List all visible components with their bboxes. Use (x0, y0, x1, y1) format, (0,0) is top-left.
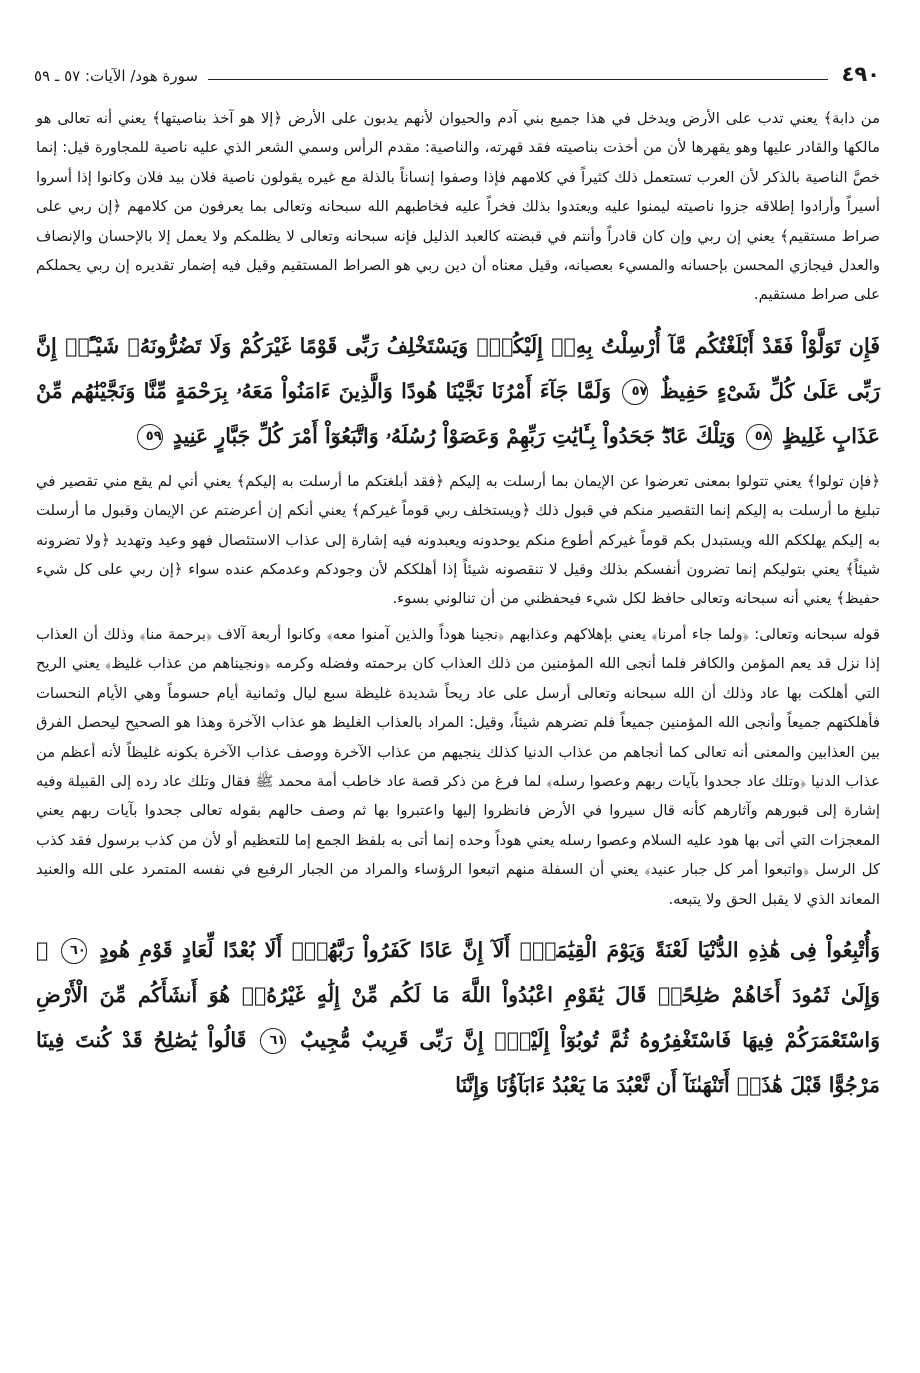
verse-57-text: فَإِن تَوَلَّوْاْ فَقَدْ أَبْلَغْتُكُم مَّآ أُرْسِلْتُ بِهِۦٓ إِلَيْكُمْۚ وَيَسْتَخْلِفُ رَبِّى قَوْمًا غَيْرَكُمْ وَلَا تَضُرُّونَهُۥ شَيْـًٔاۚ إِنَّ رَبِّى عَلَىٰ كُلِّ شَىْءٍ حَفِيظٌ (36, 333, 880, 403)
verse-number-60: ٦٠ (61, 938, 87, 964)
verse-number-57: ٥٧ (622, 379, 648, 405)
verse-number-59: ٥٩ (137, 424, 163, 450)
commentary-paragraph-2: ﴿فإن تولوا﴾ يعني تتولوا بمعنى تعرضوا عن الإيمان بما أرسلت به إليكم ﴿فقد أبلغتكم ما أرسلت به إليكم﴾ يعني أني لم يقع مني تقصير في تبليغ ما أرسلت به إليكم إنما التقصير منكم في قبول ذلك ﴿ويستخلف ربي قوماً غيركم﴾ يعني أنكم إن أعرضتم عن الإيمان وقبول ما أرسلت به إليكم يهلككم الله ويستبدل بكم قوماً غيركم أطوع منكم يوحدونه ويعبدونه فيه إشارة إلى عذاب الاستئصال فهو وعيد وتهديد ﴿ولا تضرونه شيئاً﴾ يعني بتوليكم إنما تضرون أنفسكم بذلك وقيل لا تنقصونه شيئاً إذا أهلككم لأن وجودكم وعدمكم عنده سواء ﴿إن ربي على كل شيء حفيظ﴾ يعني أنه سبحانه وتعالى حافظ لكل شيء فيحفظني من أن تنالوني بسوء. (36, 472, 880, 608)
page-number: ٤٩٠ (841, 62, 880, 86)
quran-verses-60-62 (36, 928, 880, 1108)
verse-61-text: ۞ وَإِلَىٰ ثَمُودَ أَخَاهُمْ صَٰلِحًاۚ قَالَ يَٰقَوْمِ اعْبُدُواْ اللَّهَ مَا لَكُم مِّنْ إِلَٰهٍ غَيْرُهُۥۖ هُوَ أَنشَأَكُم مِّنَ الْأَرْضِ وَاسْتَعْمَرَكُمْ فِيهَا فَاسْتَغْفِرُوهُ ثُمَّ تُوبُوٓاْ إِلَيْهِۚ إِنَّ رَبِّى قَرِيبٌ مُّجِيبٌ (36, 937, 880, 1052)
verse-62-text: قَالُواْ يَٰصَٰلِحُ قَدْ كُنتَ فِينَا مَرْجُوًّا قَبْلَ هَٰذَآۖ أَتَنْهَىٰنَآ أَن نَّعْبُدَ مَا يَعْبُدُ ءَابَآؤُنَا وَإِنَّنَا (36, 1027, 880, 1097)
page-body (36, 104, 880, 1108)
verse-59-text: وَتِلْكَ عَادٌۖ جَحَدُواْ بِـَٔايَٰتِ رَبِّهِمْ وَعَصَوْاْ رُسُلَهُۥ وَاتَّبَعُوٓاْ أَمْرَ كُلِّ جَبَّارٍ عَنِيدٍ (172, 423, 736, 448)
page-header (34, 58, 880, 86)
running-title: سورة هود/ الآيات: ٥٧ ـ ٥٩ (34, 67, 198, 85)
quran-verses-57-59 (36, 324, 880, 459)
verse-60-text: وَأُتْبِعُواْ فِى هَٰذِهِ الدُّنْيَا لَعْنَةً وَيَوْمَ الْقِيَٰمَةِۗ أَلَآ إِنَّ عَادًا كَفَرُواْ رَبَّهُمْۗ أَلَا بُعْدًا لِّعَادٍ قَوْمِ هُودٍ (99, 937, 880, 962)
commentary-paragraph-1: من دابة﴾ يعني تدب على الأرض ويدخل في هذا جميع بني آدم والحيوان لأنهم يدبون على الأرض ﴿إلا هو آخذ بناصيتها﴾ يعني أنه تعالى هو مالكها والقادر عليها وهو يقهرها لأن من أخذت بناصيته فقد قهرته، والناصية: مقدم الرأس وسمي الشعر الذي عليه ناصية للمجاورة قيل: إنما خصَّ الناصية بالذكر لأن العرب تستعمل ذلك كثيراً في كلامهم فإذا وصفوا إنساناً بالذلة مع غيره يقولون ناصية فلان بيد فلان وكانوا إذا أسروا أسيراً وأرادوا إطلاقه جزوا ناصيته ليمنوا عليه ويعتدوا بذلك فخراً عليه فخاطبهم الله سبحانه وتعالى بما يعرفون من كلامهم ﴿إن ربي على صراط مستقيم﴾ يعني إن ربي وإن كان قادراً وأنتم في قبضته كالعبد الذليل فإنه سبحانه وتعالى لا يظلمكم ولا يعمل إلا بالإحسان والإنصاف والعدل فيجازي المحسن بإحسانه والمسيء بعصيانه، وقيل معناه أن دين ربي هو الصراط المستقيم وقيل فيه إضمار تقديره إن ربي يحملكم على صراط مستقيم. (36, 110, 880, 304)
commentary-paragraph-3: قوله سبحانه وتعالى: ﴿ولما جاء أمرنا﴾ يعني بإهلاكهم وعذابهم ﴿نجينا هوداً والذين آمنوا معه﴾ وكانوا أربعة آلاف ﴿برحمة منا﴾ وذلك أن العذاب إذا نزل قد يعم المؤمن والكافر فلما أنجى الله المؤمنين من ذلك العذاب كان برحمته وفضله وكرمه ﴿ونجيناهم من عذاب غليظ﴾ يعني الريح التي أهلكت بها عاد وذلك أن الله سبحانه وتعالى أرسل على عاد ريحاً شديدة غليظة سبع ليال وثمانية أيام حسوماً وهي الأيام النحسات فأهلكتهم جميعاً وأنجى الله المؤمنين جميعاً فلم تضرهم شيئاً، وقيل: المراد بالعذاب الغليظ هو عذاب الآخرة وهذا هو الصحيح ليحصل الفرق بين العذابين والمعنى أنه تعالى كما أنجاهم من عذاب الدنيا كذلك ينجيهم من عذاب الآخرة ووصف عذاب الآخرة بكونه غليظاً لأنه أعظم من عذاب الدنيا ﴿وتلك عاد جحدوا بآيات ربهم وعصوا رسله﴾ لما فرغ من ذكر قصة عاد خاطب أمة محمد ﷺ فقال وتلك عاد رده إلى القبيلة وفيه إشارة إلى قبورهم وآثارهم كأنه قال سيروا في الأرض فانظروا إليها واعتبروا بها ثم وصف حالهم بقوله تعالى جحدوا بآيات ربهم يعني المعجزات التي أتى بها هود عليه السلام وعصوا رسله يعني هوداً وحده إنما أتى به بلفظ الجمع إما للتعظيم أو لأن من كذب برسول فقد كذب كل الرسل ﴿واتبعوا أمر كل جبار عنيد﴾ يعني أن السفلة منهم اتبعوا الرؤساء والمراد من الجبار الرفيع في نفسه المتمرد على الله والعنيد المعاند الذي لا يقبل الحق ولا يتبعه. (36, 625, 880, 908)
header-rule (208, 79, 828, 80)
verse-number-58: ٥٨ (746, 424, 772, 450)
verse-58-text: وَلَمَّا جَآءَ أَمْرُنَا نَجَّيْنَا هُودًا وَالَّذِينَ ءَامَنُواْ مَعَهُۥ بِرَحْمَةٍ مِّنَّا وَنَجَّيْنَٰهُم مِّنْ عَذَابٍ غَلِيظٍ (36, 378, 880, 448)
verse-number-61: ٦١ (260, 1028, 286, 1054)
